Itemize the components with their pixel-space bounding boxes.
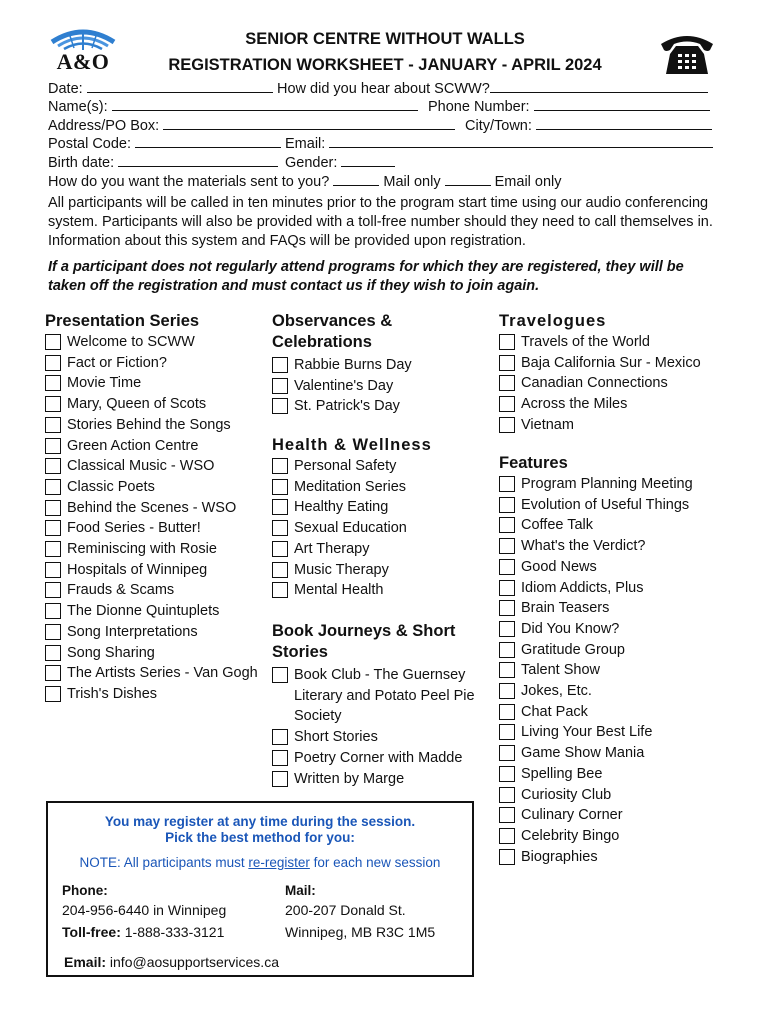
feature-item-label: Game Show Mania — [521, 745, 645, 762]
postal-label: Postal Code: — [48, 136, 132, 152]
checkbox[interactable] — [45, 334, 61, 350]
feature-item[interactable] — [499, 660, 724, 681]
book-journeys-section — [272, 621, 487, 789]
feature-item[interactable] — [499, 536, 724, 557]
tollfree-line — [62, 924, 224, 940]
features-section — [499, 453, 724, 867]
checkbox[interactable] — [45, 500, 61, 516]
feature-item-label: Biographies — [521, 848, 598, 865]
checkbox[interactable] — [45, 520, 61, 536]
checkbox[interactable] — [272, 771, 288, 787]
presentation-item-label: The Dionne Quintuplets — [67, 603, 220, 620]
email-field[interactable] — [285, 135, 713, 152]
city-label: City/Town: — [465, 118, 532, 134]
email-contact-line — [64, 954, 279, 970]
presentation-item-label: The Artists Series - Van Gogh — [67, 665, 258, 682]
feature-item-label: Curiosity Club — [521, 786, 612, 803]
presentation-item[interactable] — [45, 436, 270, 457]
checkbox[interactable] — [499, 396, 515, 412]
checkbox[interactable] — [45, 458, 61, 474]
travelogue-item-label: Travels of the World — [521, 334, 650, 350]
presentation-item[interactable] — [45, 353, 270, 374]
travelogue-item[interactable] — [499, 373, 724, 394]
checkbox[interactable] — [499, 538, 515, 554]
checkbox[interactable] — [272, 750, 288, 766]
feature-item-label: Coffee Talk — [521, 517, 594, 534]
feature-item-label: Idiom Addicts, Plus — [521, 579, 644, 596]
checkbox[interactable] — [272, 357, 288, 373]
checkbox[interactable] — [499, 704, 515, 720]
feature-item[interactable] — [499, 495, 724, 516]
checkbox[interactable] — [499, 417, 515, 433]
reregister-link[interactable]: re-register — [248, 855, 310, 870]
presentation-item-label: Hospitals of Winnipeg — [67, 561, 208, 578]
address-field[interactable] — [48, 117, 455, 134]
checkbox[interactable] — [272, 541, 288, 557]
checkbox[interactable] — [45, 645, 61, 661]
names-blank[interactable] — [112, 98, 418, 111]
checkbox[interactable] — [499, 807, 515, 823]
travelogue-item[interactable] — [499, 332, 724, 353]
checkbox[interactable] — [272, 729, 288, 745]
checkbox[interactable] — [499, 642, 515, 658]
book-journey-item[interactable] — [272, 665, 487, 727]
checkbox[interactable] — [45, 686, 61, 702]
heard-blank[interactable] — [490, 80, 708, 93]
observances-section — [272, 311, 487, 417]
checkbox[interactable] — [45, 438, 61, 454]
checkbox[interactable] — [272, 479, 288, 495]
feature-item[interactable] — [499, 598, 724, 619]
health-item-label: Healthy Eating — [294, 499, 389, 516]
feature-item[interactable] — [499, 722, 724, 743]
presentation-item[interactable] — [45, 518, 270, 539]
presentation-item[interactable] — [45, 560, 270, 581]
presentation-item-label: Mary, Queen of Scots — [67, 396, 207, 413]
presentation-item-label: Song Sharing — [67, 644, 155, 661]
feature-item[interactable] — [499, 764, 724, 785]
presentation-item[interactable] — [45, 332, 270, 353]
health-item-label: Music Therapy — [294, 561, 389, 578]
health-item[interactable] — [272, 497, 487, 518]
tollfree-value: 1-888-333-3121 — [124, 924, 225, 940]
health-item-label: Mental Health — [294, 582, 384, 599]
health-heading: Health & Wellness — [272, 436, 432, 454]
health-section — [272, 435, 487, 601]
checkbox[interactable] — [499, 621, 515, 637]
phone-field[interactable] — [428, 98, 710, 115]
checkbox[interactable] — [499, 476, 515, 492]
page-title: SENIOR CENTRE WITHOUT WALLS — [245, 30, 525, 48]
presentation-item-label: Behind the Scenes - WSO — [67, 499, 237, 516]
warning-paragraph: If a participant does not regularly attend programs for which they are registered, they will be taken off the registration and must contact us if they wish to join again. — [48, 259, 684, 294]
address-blank[interactable] — [163, 117, 455, 130]
date-blank[interactable] — [87, 80, 273, 93]
checkbox[interactable] — [45, 479, 61, 495]
checkbox[interactable] — [272, 667, 288, 683]
gender-blank[interactable] — [341, 154, 395, 167]
phone-blank[interactable] — [534, 98, 710, 111]
register-anytime-text: You may register at any time during the session. — [104, 814, 416, 829]
checkbox[interactable] — [499, 787, 515, 803]
checkbox[interactable] — [45, 603, 61, 619]
checkbox[interactable] — [499, 849, 515, 865]
gender-field[interactable] — [285, 154, 395, 171]
book-journey-item[interactable] — [272, 769, 487, 790]
checkbox[interactable] — [499, 517, 515, 533]
presentation-item-label: Classic Poets — [67, 478, 155, 495]
feature-item[interactable] — [499, 578, 724, 599]
postal-field[interactable] — [48, 135, 281, 152]
checkbox[interactable] — [499, 375, 515, 391]
checkbox[interactable] — [45, 562, 61, 578]
feature-item[interactable] — [499, 743, 724, 764]
telephone-icon — [658, 30, 716, 76]
feature-item-label: Jokes, Etc. — [521, 683, 592, 700]
birthdate-label: Birth date: — [48, 155, 115, 171]
feature-item[interactable] — [499, 474, 724, 495]
travelogues-section — [499, 311, 724, 436]
feature-item-label: Did You Know? — [521, 620, 620, 637]
checkbox[interactable] — [272, 398, 288, 414]
feature-item-label: Spelling Bee — [521, 765, 603, 782]
pick-method-text: Pick the best method for you: — [165, 830, 355, 845]
email-blank[interactable] — [329, 135, 713, 148]
health-item-label: Personal Safety — [294, 458, 397, 474]
checkbox[interactable] — [45, 582, 61, 598]
feature-item-label: Celebrity Bingo — [521, 827, 620, 844]
travelogue-item[interactable] — [499, 415, 724, 436]
travelogue-item-label: Across the Miles — [521, 396, 628, 413]
book-journeys-heading: Book Journeys & Short Stories — [272, 622, 456, 661]
travelogues-heading: Travelogues — [499, 312, 607, 330]
presentation-item[interactable] — [45, 456, 270, 477]
feature-item-label: Living Your Best Life — [521, 724, 653, 741]
checkbox[interactable] — [499, 355, 515, 371]
checkbox[interactable] — [499, 580, 515, 596]
presentation-item[interactable] — [45, 663, 270, 684]
checkbox[interactable] — [45, 541, 61, 557]
feature-item[interactable] — [499, 557, 724, 578]
presentation-item-label: Green Action Centre — [67, 437, 199, 454]
date-field[interactable] — [48, 80, 273, 97]
travelogue-item[interactable] — [499, 353, 724, 374]
checkbox[interactable] — [272, 582, 288, 598]
feature-item[interactable] — [499, 805, 724, 826]
contact-box — [46, 801, 474, 977]
health-item-label: Meditation Series — [294, 478, 407, 495]
checkbox[interactable] — [45, 396, 61, 412]
feature-item[interactable] — [499, 681, 724, 702]
checkbox[interactable] — [499, 745, 515, 761]
feature-item[interactable] — [499, 702, 724, 723]
presentation-item-label: Frauds & Scams — [67, 582, 175, 599]
book-journey-item-label: Written by Marge — [294, 770, 405, 787]
reregister-note — [48, 855, 472, 870]
date-label: Date: — [48, 81, 83, 97]
presentation-item[interactable] — [45, 643, 270, 664]
book-journey-item-label: Poetry Corner with Madde — [294, 749, 463, 766]
email-contact-label: Email: — [64, 954, 107, 970]
email-only-label: Email only — [494, 174, 562, 190]
feature-item[interactable] — [499, 619, 724, 640]
city-field[interactable] — [465, 117, 712, 134]
note-suffix: for each new session — [309, 855, 441, 870]
health-item[interactable] — [272, 560, 487, 581]
presentation-item-label: Reminiscing with Rosie — [67, 541, 217, 558]
presentation-item-label: Stories Behind the Songs — [67, 416, 231, 433]
checkbox[interactable] — [499, 662, 515, 678]
mail-address-line1: 200-207 Donald St. — [285, 902, 406, 918]
presentation-item-label: Movie Time — [67, 375, 142, 392]
checkbox[interactable] — [45, 624, 61, 640]
observance-item-label: Valentine's Day — [294, 377, 394, 394]
travelogue-item[interactable] — [499, 394, 724, 415]
materials-field — [48, 173, 562, 190]
mail-address-line2: Winnipeg, MB R3C 1M5 — [285, 924, 436, 940]
birthdate-blank[interactable] — [118, 154, 278, 167]
materials-label: How do you want the materials sent to you? — [48, 174, 330, 190]
address-label: Address/PO Box: — [48, 118, 160, 134]
email-only-blank[interactable] — [445, 173, 491, 186]
checkbox[interactable] — [272, 520, 288, 536]
health-item[interactable] — [272, 580, 487, 601]
email-contact-value: info@aosupportservices.ca — [109, 954, 279, 970]
observances-heading: Observances & Celebrations — [272, 312, 393, 351]
mail-only-blank[interactable] — [333, 173, 379, 186]
presentation-item[interactable] — [45, 601, 270, 622]
health-item[interactable] — [272, 539, 487, 560]
health-list — [272, 456, 487, 601]
checkbox[interactable] — [499, 559, 515, 575]
features-heading: Features — [499, 454, 568, 472]
health-item-label: Art Therapy — [294, 540, 370, 557]
feature-item-label: Gratitude Group — [521, 641, 625, 658]
phone-value: 204-956-6440 in Winnipeg — [62, 902, 227, 918]
presentation-item[interactable] — [45, 684, 270, 705]
email-label: Email: — [285, 136, 326, 152]
health-item[interactable] — [272, 518, 487, 539]
presentation-item[interactable] — [45, 622, 270, 643]
presentation-item[interactable] — [45, 580, 270, 601]
book-journeys-list — [272, 665, 487, 789]
checkbox[interactable] — [45, 665, 61, 681]
names-label: Name(s): — [48, 99, 108, 115]
phone-label: Phone Number: — [428, 99, 530, 115]
presentation-series-section — [45, 311, 270, 705]
presentation-item[interactable] — [45, 373, 270, 394]
feature-item-label: Culinary Corner — [521, 807, 623, 824]
feature-item[interactable] — [499, 826, 724, 847]
gender-label: Gender: — [285, 155, 338, 171]
observance-item-label: Rabbie Burns Day — [294, 357, 412, 373]
checkbox[interactable] — [45, 355, 61, 371]
book-journey-item-label: Book Club - The Guernsey Literary and Potato Peel Pie Society — [294, 667, 475, 725]
heard-label: How did you hear about SCWW? — [277, 81, 490, 97]
checkbox[interactable] — [499, 766, 515, 782]
travelogue-item-label: Vietnam — [521, 416, 574, 433]
book-journey-item-label: Short Stories — [294, 729, 378, 746]
phone-heading: Phone: — [62, 883, 108, 898]
checkbox[interactable] — [499, 828, 515, 844]
checkbox[interactable] — [272, 458, 288, 474]
feature-item-label: Brain Teasers — [521, 600, 610, 617]
checkbox[interactable] — [272, 499, 288, 515]
checkbox[interactable] — [45, 417, 61, 433]
presentation-item-label: Welcome to SCWW — [67, 334, 195, 350]
observance-item[interactable] — [272, 376, 487, 397]
feature-item-label: Chat Pack — [521, 703, 588, 720]
presentation-series-list — [45, 332, 270, 705]
tollfree-label: Toll-free: — [62, 924, 121, 940]
features-list — [499, 474, 724, 867]
presentation-item[interactable] — [45, 394, 270, 415]
observance-item[interactable] — [272, 396, 487, 417]
checkbox[interactable] — [45, 375, 61, 391]
heard-field[interactable] — [277, 80, 708, 97]
names-field[interactable] — [48, 98, 418, 115]
presentation-item[interactable] — [45, 539, 270, 560]
book-journey-item[interactable] — [272, 748, 487, 769]
page-subtitle: REGISTRATION WORKSHEET - JANUARY - APRIL 2024 — [168, 56, 602, 74]
presentation-item-label: Trish's Dishes — [67, 685, 158, 702]
feature-item-label: Good News — [521, 558, 597, 575]
travelogues-list — [499, 332, 724, 436]
book-journey-item[interactable] — [272, 727, 487, 748]
presentation-series-heading: Presentation Series — [45, 312, 200, 330]
feature-item[interactable] — [499, 515, 724, 536]
presentation-item-label: Fact or Fiction? — [67, 354, 167, 371]
health-item[interactable] — [272, 477, 487, 498]
feature-item[interactable] — [499, 640, 724, 661]
observance-item-label: St. Patrick's Day — [294, 398, 400, 415]
presentation-item-label: Song Interpretations — [67, 623, 198, 640]
birthdate-field[interactable] — [48, 154, 278, 171]
health-item[interactable] — [272, 456, 487, 477]
checkbox[interactable] — [272, 562, 288, 578]
travelogue-item-label: Baja California Sur - Mexico — [521, 354, 701, 371]
presentation-item[interactable] — [45, 477, 270, 498]
feature-item[interactable] — [499, 847, 724, 868]
feature-item-label: What's the Verdict? — [521, 538, 646, 555]
info-paragraph: All participants will be called in ten minutes prior to the program start time using our audio conferencing system. Participants will also be provided with a toll-free number should they need to call themselves in. Information about this system and FAQs will be provided upon registration. — [48, 195, 713, 249]
checkbox[interactable] — [499, 683, 515, 699]
feature-item[interactable] — [499, 785, 724, 806]
feature-item-label: Evolution of Useful Things — [521, 496, 690, 513]
health-item-label: Sexual Education — [294, 520, 407, 537]
city-blank[interactable] — [536, 117, 712, 130]
presentation-item[interactable] — [45, 415, 270, 436]
checkbox[interactable] — [272, 378, 288, 394]
mail-heading: Mail: — [285, 883, 316, 898]
travelogue-item-label: Canadian Connections — [521, 375, 668, 392]
mail-only-label: Mail only — [383, 174, 441, 190]
note-prefix: NOTE: All participants must — [79, 855, 249, 870]
checkbox[interactable] — [499, 334, 515, 350]
presentation-item[interactable] — [45, 498, 270, 519]
presentation-item-label: Classical Music - WSO — [67, 458, 215, 475]
feature-item-label: Program Planning Meeting — [521, 476, 693, 492]
checkbox[interactable] — [499, 600, 515, 616]
presentation-item-label: Food Series - Butter! — [67, 520, 201, 537]
postal-blank[interactable] — [135, 135, 281, 148]
feature-item-label: Talent Show — [521, 662, 600, 679]
observances-list — [272, 355, 487, 417]
logo-text: A&O — [56, 49, 110, 74]
checkbox[interactable] — [499, 724, 515, 740]
observance-item[interactable] — [272, 355, 487, 376]
checkbox[interactable] — [499, 497, 515, 513]
